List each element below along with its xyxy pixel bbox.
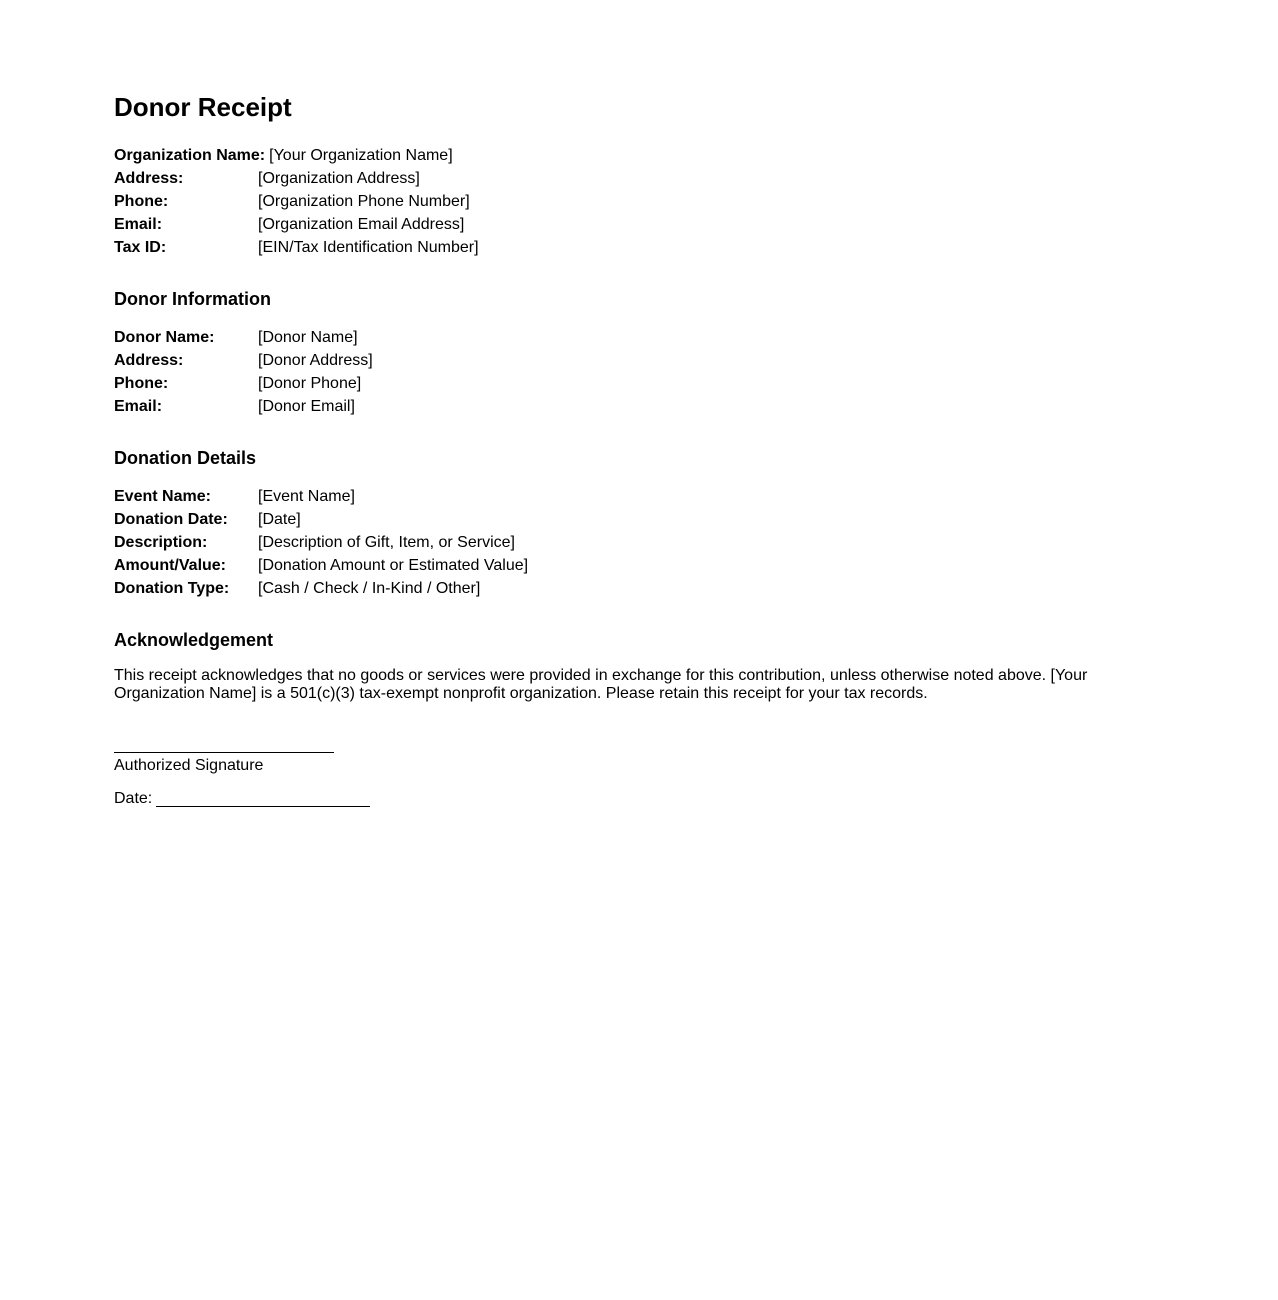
- acknowledgement-section: [114, 629, 1114, 703]
- date-label: Date:: [114, 790, 153, 807]
- date-row: [114, 789, 1114, 809]
- signature-label: Authorized Signature: [114, 757, 264, 774]
- acknowledgement-text: This receipt acknowledges that no goods or services were provided in exchange for this contribution, unless otherwise noted above. [Your Organization Name] is a 501(c)(3) tax-exempt nonprofit organization. Please retain this receipt for your tax records.: [114, 667, 1088, 702]
- donor-phone-row: [114, 372, 1114, 395]
- field-label: Organization Name:: [114, 147, 266, 164]
- field-value: [Donor Email]: [258, 398, 355, 415]
- org-email-row: [114, 213, 1114, 236]
- donor-receipt-document: [114, 88, 1114, 809]
- field-label: Donation Type:: [114, 580, 230, 597]
- signature-line: [114, 736, 334, 753]
- field-value: [Donor Phone]: [258, 375, 362, 392]
- donor-name-row: [114, 326, 1114, 349]
- field-label: Description:: [114, 534, 208, 551]
- org-name-row: [114, 144, 1114, 167]
- field-value: [Your Organization Name]: [269, 147, 453, 164]
- field-value: [Organization Phone Number]: [258, 193, 470, 210]
- donor-information-section: [114, 288, 1114, 418]
- field-label: Phone:: [114, 193, 169, 210]
- field-value: [Cash / Check / In-Kind / Other]: [258, 580, 481, 597]
- page-title: Donor Receipt: [114, 92, 292, 122]
- field-label: Tax ID:: [114, 239, 167, 256]
- org-tax-id-row: [114, 236, 1114, 259]
- field-label: Donation Date:: [114, 511, 228, 528]
- field-label: Address:: [114, 352, 184, 369]
- event-name-row: [114, 485, 1114, 508]
- field-value: [EIN/Tax Identification Number]: [258, 239, 479, 256]
- section-heading: Donor Information: [114, 289, 271, 309]
- field-label: Phone:: [114, 375, 169, 392]
- field-value: [Organization Address]: [258, 170, 420, 187]
- amount-value-row: [114, 554, 1114, 577]
- donor-email-row: [114, 395, 1114, 418]
- field-value: [Donor Address]: [258, 352, 373, 369]
- field-value: [Organization Email Address]: [258, 216, 465, 233]
- field-label: Address:: [114, 170, 184, 187]
- donation-details-section: [114, 447, 1114, 600]
- field-label: Event Name:: [114, 488, 211, 505]
- field-label: Email:: [114, 216, 163, 233]
- field-value: [Event Name]: [258, 488, 355, 505]
- field-value: [Donor Name]: [258, 329, 358, 346]
- donation-type-row: [114, 577, 1114, 600]
- section-heading: Donation Details: [114, 448, 257, 468]
- donation-date-row: [114, 508, 1114, 531]
- organization-info: [114, 144, 1114, 259]
- section-heading: Acknowledgement: [114, 630, 274, 650]
- field-label: Amount/Value:: [114, 557, 227, 574]
- field-value: [Date]: [258, 511, 301, 528]
- date-line: [156, 790, 370, 807]
- field-label: Donor Name:: [114, 329, 215, 346]
- org-address-row: [114, 167, 1114, 190]
- donor-address-row: [114, 349, 1114, 372]
- org-phone-row: [114, 190, 1114, 213]
- field-value: [Description of Gift, Item, or Service]: [258, 534, 515, 551]
- field-value: [Donation Amount or Estimated Value]: [258, 557, 529, 574]
- field-label: Email:: [114, 398, 163, 415]
- description-row: [114, 531, 1114, 554]
